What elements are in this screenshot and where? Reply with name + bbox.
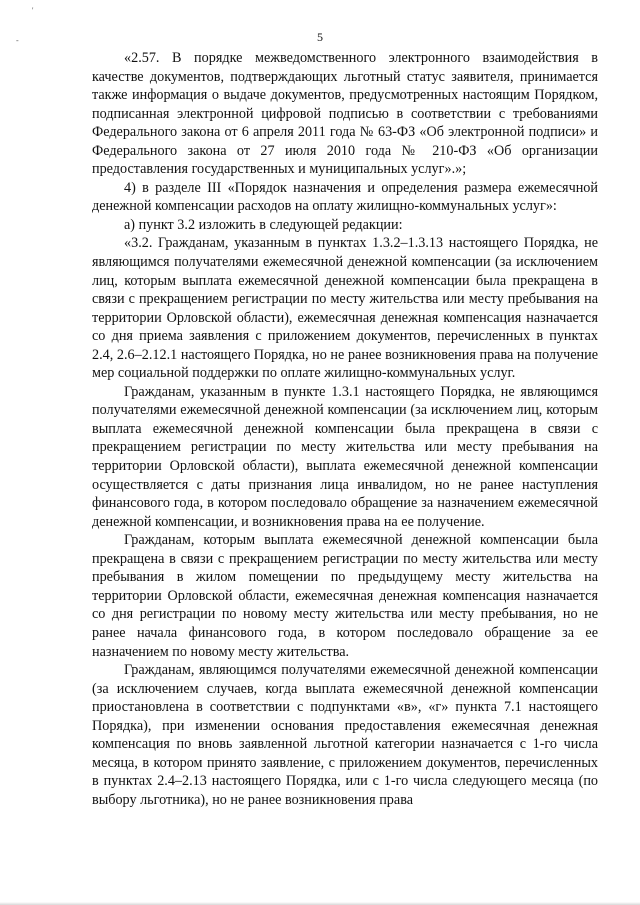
document-body xyxy=(92,49,598,809)
margin-mark: ' xyxy=(32,6,34,15)
paragraph-3-2: «3.2. Гражданам, указанным в пунктах 1.3.2–1.3.13 настоящего Порядка, не являющимся получателями ежемесячной денежной компенсации (за исключением лиц, которым выплата ежемесячной денежной компенсации была прекращена в связи с прекращением регистрации по месту жительства или месту пребывания на территории Орловской области), ежемесячная денежная компенсация назначается со дня приема заявления с приложением документов, перечисленных в пунктах 2.4, 2.6–2.12.1 настоящего Порядка, но не ранее возникновения права на получение мер социальной поддержки по оплате жилищно-коммунальных услуг. xyxy=(92,235,598,382)
paragraph-registration-terminated: Гражданам, которым выплата ежемесячной денежной компенсации была прекращена в связи с прекращением регистрации по месту жительства или месту пребывания в жилом помещении по предыдущему месту жительства на территории Орловской области, ежемесячная денежная компенсация назначается со дня регистрации по новому месту жительства или месту пребывания, но не ранее начала финансового года, в котором последовало обращение за ее назначением по новому месту жительства. xyxy=(92,532,598,660)
margin-mark: - xyxy=(16,36,19,45)
paragraph-item-4: 4) в разделе III «Порядок назначения и определения размера ежемесячной денежной компенсации расходов на оплату жилищно-коммунальных услуг»: xyxy=(92,179,598,215)
page-number: 5 xyxy=(317,30,323,44)
paragraph-2-57: «2.57. В порядке межведомственного электронного взаимодействия в качестве документов, подтверждающих льготный статус заявителя, принимается также информация о выдаче документов, предусмотренных настоящим Порядком, подписанная электронной цифровой подписью в соответствии с требованиями Федерального закона от 6 апреля 2011 года № 63-ФЗ «Об электронной подписи» и Федерального закона от 27 июля 2010 года № 210-ФЗ «Об организации предоставления государственных и муниципальных услуг».»; xyxy=(92,50,598,178)
paragraph-subitem-a: а) пункт 3.2 изложить в следующей редакции: xyxy=(124,216,403,233)
paragraph-1-3-1: Гражданам, указанным в пункте 1.3.1 настоящего Порядка, не являющимся получателями ежемесячной денежной компенсации (за исключением лиц, которым выплата ежемесячной денежной компенсации была прекращена в связи с прекращением регистрации по месту жительства или месту пребывания на территории Орловской области), выплата ежемесячной денежной компенсации осуществляется с даты признания лица инвалидом, но не ранее наступления финансового года, в котором последовало обращение за назначением ежемесячной денежной компенсации, и возникновения права на ее получение. xyxy=(92,383,598,530)
paragraph-basis-change: Гражданам, являющимся получателями ежемесячной денежной компенсации (за исключением случаев, когда выплата ежемесячной денежной компенсации приостановлена в соответствии с подпунктами «в», «г» пункта 7.1 настоящего Порядка), при изменении основания предоставления ежемесячная денежная компенсация по вновь заявленной льготной категории назначается с 1-го числа месяца, в котором принято заявление, с приложением документов, перечисленных в пунктах 2.4–2.13 настоящего Порядка, или с 1-го числа следующего месяца (по выбору льготника), но не ранее возникновения права xyxy=(92,662,598,808)
